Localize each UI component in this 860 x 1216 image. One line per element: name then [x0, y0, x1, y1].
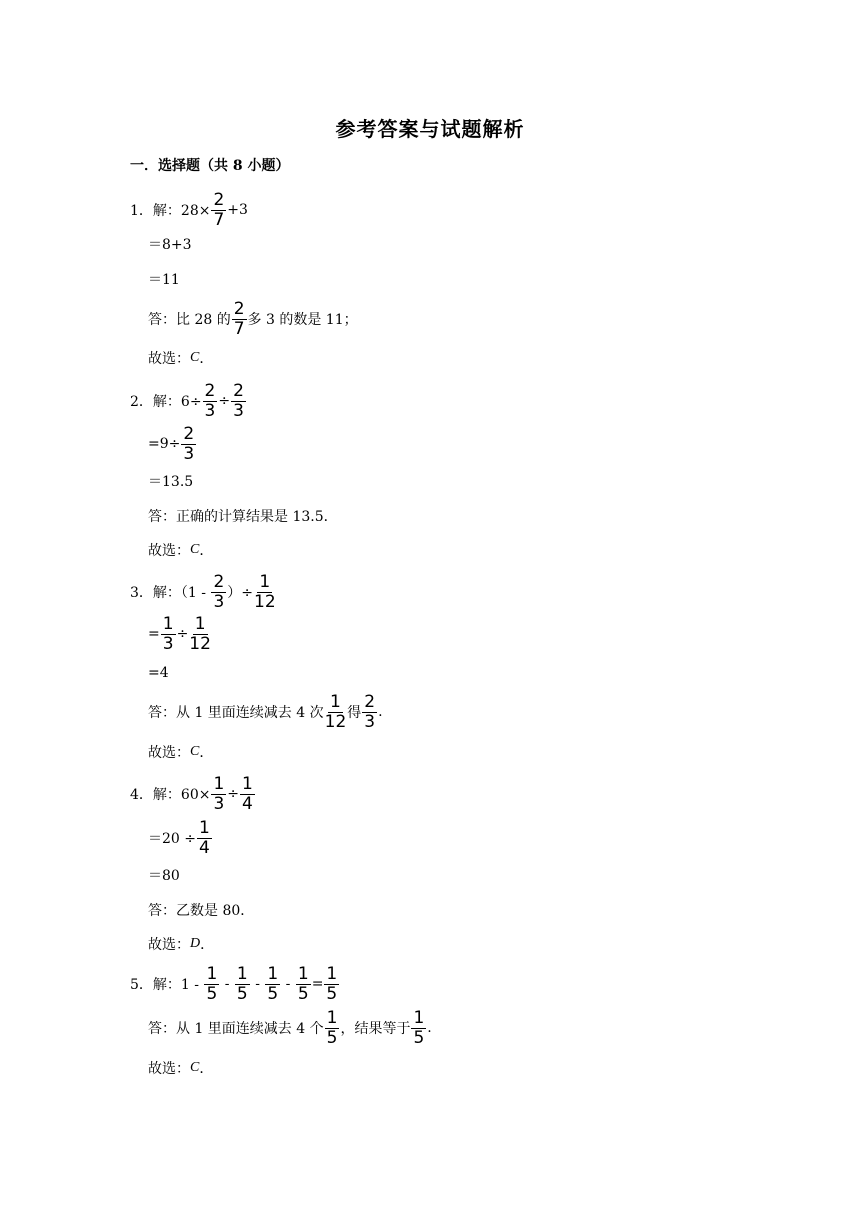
solution-line: [148, 818, 213, 858]
solution-line: [148, 259, 180, 299]
text-segment: ＝20 ÷: [148, 831, 196, 847]
fraction-denominator: 5: [326, 1027, 338, 1048]
fraction-numerator: 1: [194, 613, 206, 634]
solution-line: [130, 774, 256, 814]
fraction-denominator: 12: [254, 591, 276, 612]
fraction-denominator: 3: [364, 711, 376, 732]
text-segment: 故选：: [148, 543, 190, 559]
fraction: [265, 963, 280, 1004]
answer-letter: D: [190, 936, 201, 951]
solution-line: [148, 924, 214, 964]
text-segment: 答：从 1 里面连续减去 4 次: [148, 705, 324, 721]
text-segment: +3: [227, 202, 248, 218]
text-segment: ＝8+3: [148, 237, 192, 253]
answer-letter: C: [190, 1060, 200, 1075]
text-segment: 故选：: [148, 937, 190, 953]
fraction: [161, 613, 176, 654]
text-segment: .: [378, 704, 383, 720]
text-segment: ＝13.5: [148, 474, 194, 490]
text-segment: -: [281, 976, 295, 992]
fraction-denominator: 5: [267, 983, 279, 1004]
solution-line: [148, 224, 192, 264]
text-segment: ．: [199, 351, 214, 367]
fraction-denominator: 12: [189, 633, 211, 654]
text-segment: 答：正确的计算结果是 13.5．: [148, 509, 338, 525]
text-segment: ＝11: [148, 272, 180, 288]
text-segment: =9÷: [148, 436, 181, 452]
section-heading: 一．选择题（共 8 小题）: [130, 158, 290, 174]
fraction: [324, 963, 339, 1004]
fraction: [211, 571, 226, 612]
solution-line: [148, 424, 197, 464]
answer-letter: C: [190, 542, 200, 557]
solution-line: [148, 653, 169, 693]
fraction-numerator: 1: [267, 963, 279, 984]
answer-letter: C: [190, 350, 200, 365]
text-segment: =: [311, 976, 324, 992]
fraction: [231, 380, 246, 421]
fraction: [240, 773, 255, 814]
text-segment: 2．解：6÷: [130, 394, 202, 410]
solution-line: [130, 964, 340, 1004]
text-segment: 1．解：28×: [130, 203, 211, 219]
text-segment: ）÷: [227, 585, 254, 601]
fraction-numerator: 1: [242, 773, 253, 794]
fraction-numerator: 1: [236, 963, 248, 984]
fraction-numerator: 1: [330, 691, 341, 712]
fraction-denominator: 5: [413, 1027, 425, 1048]
fraction: [203, 380, 218, 421]
text-segment: 答：比 28 的: [148, 312, 231, 328]
text-segment: =4: [148, 665, 169, 681]
solution-line: [148, 614, 212, 654]
fraction-numerator: 2: [183, 423, 195, 444]
text-segment: =: [148, 626, 160, 642]
fraction-numerator: 2: [364, 691, 376, 712]
solution-line: [148, 692, 383, 732]
fraction: [204, 963, 219, 1004]
fraction: [181, 423, 196, 464]
fraction: [325, 1007, 340, 1048]
fraction-numerator: 2: [213, 571, 225, 592]
fraction: [411, 1007, 426, 1048]
text-segment: 故选：: [148, 745, 190, 761]
text-segment: ÷: [176, 626, 189, 642]
solution-line: [148, 1048, 213, 1088]
text-segment: ．: [200, 937, 215, 953]
text-segment: ．: [199, 745, 214, 761]
fraction-denominator: 5: [326, 983, 338, 1004]
solution-line: [130, 572, 277, 612]
text-segment: ．: [199, 543, 214, 559]
fraction-numerator: 1: [326, 963, 338, 984]
text-segment: 得: [347, 705, 362, 721]
fraction: [254, 571, 276, 612]
text-segment: .: [427, 1020, 432, 1036]
text-segment: ÷: [227, 786, 240, 802]
fraction-numerator: 1: [326, 1007, 338, 1028]
fraction-denominator: 12: [324, 711, 347, 732]
text-segment: 多 3 的数是 11；: [247, 312, 358, 328]
fraction: [197, 817, 212, 858]
text-segment: 故选：: [148, 351, 190, 367]
text-segment: 4．解：60×: [130, 787, 211, 803]
fraction-numerator: 2: [213, 189, 225, 210]
fraction-numerator: 1: [206, 963, 218, 984]
text-segment: ，结果等于: [340, 1021, 411, 1037]
fraction-numerator: 1: [297, 963, 309, 984]
text-segment: 答：乙数是 80．: [148, 903, 255, 919]
fraction-denominator: 5: [297, 983, 309, 1004]
solution-line: [148, 461, 193, 501]
fraction-numerator: 1: [259, 571, 271, 592]
text-segment: 答：从 1 里面连续减去 4 个: [148, 1021, 324, 1037]
fraction: [211, 773, 226, 814]
fraction-numerator: 2: [233, 298, 245, 319]
fraction-denominator: 3: [233, 400, 244, 421]
text-segment: 故选：: [148, 1061, 190, 1077]
fraction-numerator: 2: [233, 380, 244, 401]
fraction-denominator: 5: [236, 983, 248, 1004]
text-segment: -: [220, 976, 234, 992]
solution-line: [148, 338, 213, 378]
answer-letter: C: [190, 744, 200, 759]
fraction-denominator: 3: [183, 443, 195, 464]
fraction-denominator: 3: [213, 793, 225, 814]
fraction: [362, 691, 377, 732]
text-segment: -: [250, 976, 265, 992]
fraction-denominator: 3: [162, 633, 174, 654]
solution-line: [130, 381, 247, 421]
page-title: 参考答案与试题解析: [335, 117, 525, 141]
fraction-numerator: 1: [213, 773, 225, 794]
solution-line: [148, 732, 213, 772]
fraction-denominator: 3: [213, 591, 225, 612]
solution-line: [148, 1008, 432, 1048]
fraction-denominator: 3: [204, 400, 216, 421]
fraction-numerator: 1: [162, 613, 174, 634]
text-segment: 3．解：（1 -: [130, 585, 211, 601]
fraction-numerator: 2: [204, 380, 216, 401]
text-segment: ．: [199, 1061, 214, 1077]
fraction-denominator: 4: [242, 793, 253, 814]
fraction: [189, 613, 211, 654]
fraction: [232, 298, 247, 339]
text-segment: ＝80: [148, 868, 180, 884]
fraction: [324, 691, 347, 732]
solution-line: [148, 855, 180, 895]
text-segment: 5．解：1 -: [130, 977, 204, 993]
fraction-denominator: 4: [199, 837, 210, 858]
fraction: [296, 963, 311, 1004]
fraction-denominator: 5: [206, 983, 218, 1004]
fraction: [235, 963, 250, 1004]
solution-line: [148, 299, 358, 339]
text-segment: ÷: [218, 393, 231, 409]
fraction: [211, 189, 226, 230]
fraction-denominator: 7: [233, 318, 245, 339]
fraction-numerator: 1: [413, 1007, 425, 1028]
fraction-denominator: 7: [213, 209, 225, 230]
fraction-numerator: 1: [199, 817, 210, 838]
solution-line: [148, 530, 213, 570]
